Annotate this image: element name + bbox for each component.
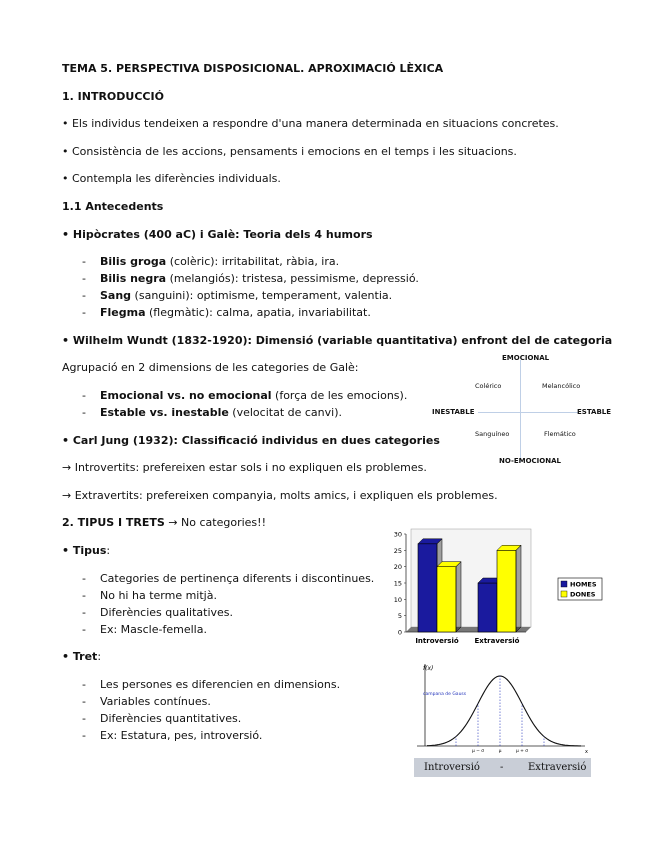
quadrant-label: Sanguíneo: [475, 430, 510, 438]
bell-tick-label: μ: [498, 749, 502, 754]
list-dash: -: [82, 572, 86, 585]
intro-bullet: • Consistència de les accions, pensaments i emocions en el temps i les situacions.: [62, 145, 517, 158]
intro-bullet: • Els individus tendeixen a respondre d'una manera determinada en situacions concretes.: [62, 117, 559, 130]
list-dash: -: [82, 289, 86, 302]
grouping-text: Agrupació en 2 dimensions de les categories de Galè:: [62, 361, 359, 374]
y-tick-label: 30: [393, 530, 402, 539]
humor-item: Bilis negra (melangiós): tristesa, pessimisme, depressió.: [100, 272, 419, 285]
humor-item: Flegma (flegmàtic): calma, apatia, invariabilitat.: [100, 306, 371, 319]
tipus-item: Ex: Mascle-femella.: [100, 623, 207, 636]
quadrant-label: Flemático: [544, 430, 576, 438]
x-category-label: Introversió: [415, 637, 459, 645]
list-dash: -: [82, 729, 86, 742]
dimension-item: Estable vs. inestable (velocitat de canvi).: [100, 406, 342, 419]
list-dash: -: [82, 695, 86, 708]
bell-tick-label: μ + σ: [515, 749, 529, 754]
intro-bullet: • Contempla les diferències individuals.: [62, 172, 281, 185]
dimension-item: Emocional vs. no emocional (força de les emocions).: [100, 389, 408, 402]
list-dash: -: [82, 712, 86, 725]
bar-side: [516, 545, 521, 632]
wundt-diagram: [430, 352, 615, 470]
tipus-heading: • Tipus:: [62, 544, 111, 557]
page-title: TEMA 5. PERSPECTIVA DISPOSICIONAL. APROXIMACIÓ LÈXICA: [62, 62, 444, 75]
humor-item: Bilis groga (colèric): irritabilitat, ràbia, ira.: [100, 255, 340, 268]
y-tick-label: 10: [393, 595, 402, 604]
legend-label: HOMES: [570, 580, 597, 589]
extraversion-label: Extraversió: [528, 762, 587, 773]
bar-chart: [384, 524, 606, 648]
list-dash: -: [82, 406, 86, 419]
tret-item: Diferències quantitatives.: [100, 712, 242, 725]
y-tick-label: 15: [393, 579, 402, 588]
list-dash: -: [82, 678, 86, 691]
y-tick-label: 5: [397, 612, 402, 621]
extraverts-text: → Extravertits: prefereixen companyia, molts amics, i expliquen els problemes.: [62, 489, 498, 502]
wundt-heading: • Wilhelm Wundt (1832-1920): Dimensió (variable quantitativa) enfront del de categoria: [62, 334, 613, 347]
legend-swatch: [561, 591, 567, 597]
list-dash: -: [82, 606, 86, 619]
bell-tick-label: μ − σ: [471, 749, 485, 754]
tret-heading: • Tret:: [62, 650, 102, 663]
axis-label-bottom: NO-EMOCIONAL: [499, 457, 561, 465]
bell-curve-figure: [405, 660, 590, 756]
humor-item: Sang (sanguini): optimisme, temperament, valentia.: [100, 289, 393, 302]
hippocrates-heading: • Hipòcrates (400 aC) i Galè: Teoria dels 4 humors: [62, 228, 373, 241]
dash-label: -: [500, 762, 504, 773]
section-heading-types: 2. TIPUS I TRETS → No categories!!: [62, 516, 266, 529]
x-variable-label: x: [585, 749, 588, 755]
list-dash: -: [82, 255, 86, 268]
y-tick-label: 20: [393, 563, 402, 572]
y-tick-label: 0: [397, 628, 402, 637]
quadrant-label: Melancólico: [542, 382, 581, 390]
tret-item: Ex: Estatura, pes, introversió.: [100, 729, 263, 742]
section-heading-intro: 1. INTRODUCCIÓ: [62, 90, 164, 103]
bar-side: [456, 562, 461, 632]
axis-label-top: EMOCIONAL: [502, 354, 550, 362]
fx-label: f(x): [423, 665, 434, 672]
vertical-axis: [520, 360, 521, 462]
list-dash: -: [82, 589, 86, 602]
list-dash: -: [82, 623, 86, 636]
introversion-label: Introversió: [424, 762, 480, 773]
tipus-item: Diferències qualitatives.: [100, 606, 234, 619]
list-dash: -: [82, 306, 86, 319]
gauss-caption: campana de Gauss: [423, 692, 467, 697]
tipus-item: Categories de pertinença diferents i discontinues.: [100, 572, 375, 585]
list-dash: -: [82, 272, 86, 285]
axis-label-right: ESTABLE: [577, 408, 612, 416]
tipus-item: No hi ha terme mitjà.: [100, 589, 217, 602]
y-tick-label: 25: [393, 546, 402, 555]
jung-heading: • Carl Jung (1932): Classificació individus en dues categories: [62, 434, 440, 447]
gauss-curve: [427, 676, 581, 746]
subsection-heading-antecedents: 1.1 Antecedents: [62, 200, 164, 213]
list-dash: -: [82, 389, 86, 402]
horizontal-axis: [478, 412, 578, 413]
bar: [418, 544, 437, 632]
introverts-text: → Introvertits: prefereixen estar sols i no expliquen els problemes.: [62, 461, 427, 474]
bar: [497, 550, 516, 632]
bar: [437, 567, 456, 632]
tret-item: Les persones es diferencien en dimensions.: [100, 678, 341, 691]
bar: [478, 583, 497, 632]
legend-label: DONES: [570, 590, 596, 599]
axis-label-left: INESTABLE: [432, 408, 475, 416]
tret-item: Variables contínues.: [100, 695, 211, 708]
quadrant-label: Colérico: [475, 382, 502, 390]
x-category-label: Extraversió: [474, 637, 520, 645]
legend-swatch: [561, 581, 567, 587]
